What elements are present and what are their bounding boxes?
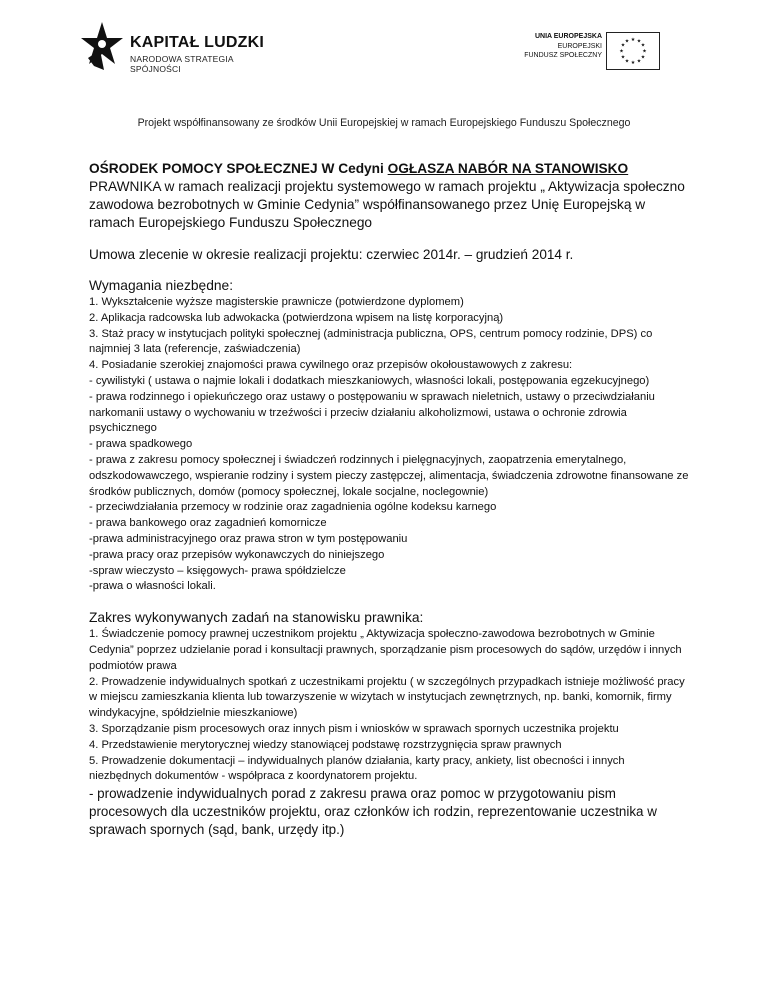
svg-text:★: ★ <box>619 48 624 55</box>
kapital-ludzki-star-icon <box>80 20 124 72</box>
list-item: - prawa bankowego oraz zagadnień komornicze <box>89 517 327 530</box>
document-body <box>89 160 689 839</box>
svg-text:★: ★ <box>636 38 642 45</box>
list-item: 3. Sporządzanie pism procesowych oraz innych pism i wniosków w sprawach spornych uczestnika projektu <box>89 722 619 735</box>
eu-flag-icon <box>606 32 660 70</box>
tasks-title: Zakres wykonywanych zadań na stanowisku prawnika: <box>89 610 424 626</box>
requirements-title: Wymagania niezbędne: <box>89 278 234 293</box>
list-item: 4. Przedstawienie merytorycznej wiedzy stanowiącej podstawę rozstrzygnięcia spraw prawnych <box>89 738 562 751</box>
eu-line-1: UNIA EUROPEJSKA <box>534 33 602 40</box>
list-item: -prawa administracyjnego oraz prawa stron w tym postępowaniu <box>89 532 408 545</box>
announcement-rest: PRAWNIKA w ramach realizacji projektu systemowego w ramach projektu „ Aktywizacja społeczno zawodowa bezrobotnych w Gminie Cedynia” współfinansowanego przez Unię Europejską w ramach Europejskiego Funduszu Społecznego <box>89 179 685 230</box>
tasks-last-item: - prowadzenie indywidualnych porad z zakresu prawa oraz pomoc w przygotowaniu pism procesowych dla uczestników projektu, oraz członków ich rodzin, reprezentowanie uczestnika w sprawach spornych (sąd, bank, urzędy itp.) <box>89 786 657 838</box>
list-item: 4. Posiadanie szerokiej znajomości prawa cywilnego oraz przepisów okołoustawowych z zakresu: <box>89 359 573 372</box>
requirements-list <box>89 295 689 595</box>
svg-text:★: ★ <box>620 42 626 49</box>
list-item: 1. Świadczenie pomocy prawnej uczestnikom projektu „ Aktywizacja społeczno-zawodowa bezrobotnych w Gminie Cedynia” poprzez udzielanie porad i konsultacji prawnych, sporządzanie pism procesowych do sądów, urzędów i innych podmiotów prawa <box>89 628 682 672</box>
svg-text:★: ★ <box>630 37 636 43</box>
svg-text:★: ★ <box>640 54 646 61</box>
tasks-list <box>89 627 689 785</box>
list-item: 5. Prowadzenie dokumentacji – indywidualnych planów działania, karty pracy, ankiety, list obecności i innych niezbędnych dokumentów - współpraca z koordynatorem projektu. <box>89 754 625 783</box>
list-item: - prawa spadkowego <box>89 438 193 451</box>
list-item: 2. Aplikacja radcowska lub adwokacka (potwierdzona wpisem na listę korporacyjną) <box>89 311 504 324</box>
org-name: OŚRODEK POMOCY SPOŁECZNEJ W Cedyni <box>89 161 388 176</box>
svg-text:★: ★ <box>624 58 630 65</box>
svg-text:★: ★ <box>620 54 626 61</box>
list-item: - przeciwdziałania przemocy w rodzinie oraz zagadnienia ogólne kodeksu karnego <box>89 501 497 514</box>
eu-logo <box>510 32 660 72</box>
svg-text:★: ★ <box>624 38 630 45</box>
cofinancing-note: Projekt współfinansowany ze środków Unii Europejskiej w ramach Europejskiego Funduszu Społecznego <box>137 117 631 129</box>
svg-text:★: ★ <box>642 48 647 55</box>
eu-line-2: EUROPEJSKI <box>557 42 602 50</box>
list-item: -prawa pracy oraz przepisów wykonawczych do niniejszego <box>89 548 385 561</box>
list-item: - prawa rodzinnego i opiekuńczego oraz ustawy o postępowaniu w sprawach nieletnich, ustawy o przeciwdziałaniu narkomanii ustawy o wychowaniu w trzeźwości i przeciw działaniu alkoholizmowi, ustawa o ochronie zdrowia psychicznego <box>89 390 655 435</box>
kapital-ludzki-title: KAPITAŁ LUDZKI <box>130 34 265 51</box>
eu-line-3: FUNDUSZ SPOŁECZNY <box>524 52 602 59</box>
svg-text:★: ★ <box>630 60 636 66</box>
contract-period: Umowa zlecenie w okresie realizacji projektu: czerwiec 2014r. – grudzień 2014 r. <box>89 247 574 262</box>
list-item: -prawa o własności lokali. <box>89 580 216 593</box>
list-item: -spraw wieczysto – księgowych- prawa spółdzielcze <box>89 564 346 577</box>
announcement-heading <box>89 160 689 232</box>
list-item: - cywilistyki ( ustawa o najmie lokali i dodatkach mieszkaniowych, własności lokali, postępowania egzekucyjnego) <box>89 374 650 387</box>
kapital-ludzki-logo <box>80 20 280 76</box>
eu-logo-text <box>524 32 602 61</box>
list-item: 2. Prowadzenie indywidualnych spotkań z uczestnikami projektu ( w szczególnych przypadkach istnieje możliwość pracy w miejscu zamieszkania klienta lub towarzyszenie w wizytach w instytucjach zewnętrznych, np. banki, komornik, firmy windykacyjne, spółdzielnie mieszkaniowe) <box>89 675 685 720</box>
recruitment-announcement: OGŁASZA NABÓR NA STANOWISKO <box>387 161 629 176</box>
list-item: 1. Wykształcenie wyższe magisterskie prawnicze (potwierdzone dyplomem) <box>89 296 464 308</box>
list-item: - prawa z zakresu pomocy społecznej i świadczeń rodzinnych i pielęgnacyjnych, zaopatrzenia emerytalnego, odszkodowawczego, wspieranie rodziny i system pieczy zastępczej, alimentacja, świadczenia zdrowotne finansowane ze środków publicznych, domów (pomocy społecznej, lokale socjalne, noclegownie) <box>89 453 689 498</box>
svg-text:★: ★ <box>640 42 646 49</box>
kapital-ludzki-subtitle: NARODOWA STRATEGIA SPÓJNOŚCI <box>130 54 234 74</box>
svg-text:★: ★ <box>636 58 642 65</box>
list-item: 3. Staż pracy w instytucjach polityki społecznej (administracja publiczna, OPS, centrum pomocy rodzinie, DPS) co najmniej 3 lata (referencje, zaświadczenia) <box>89 327 653 356</box>
